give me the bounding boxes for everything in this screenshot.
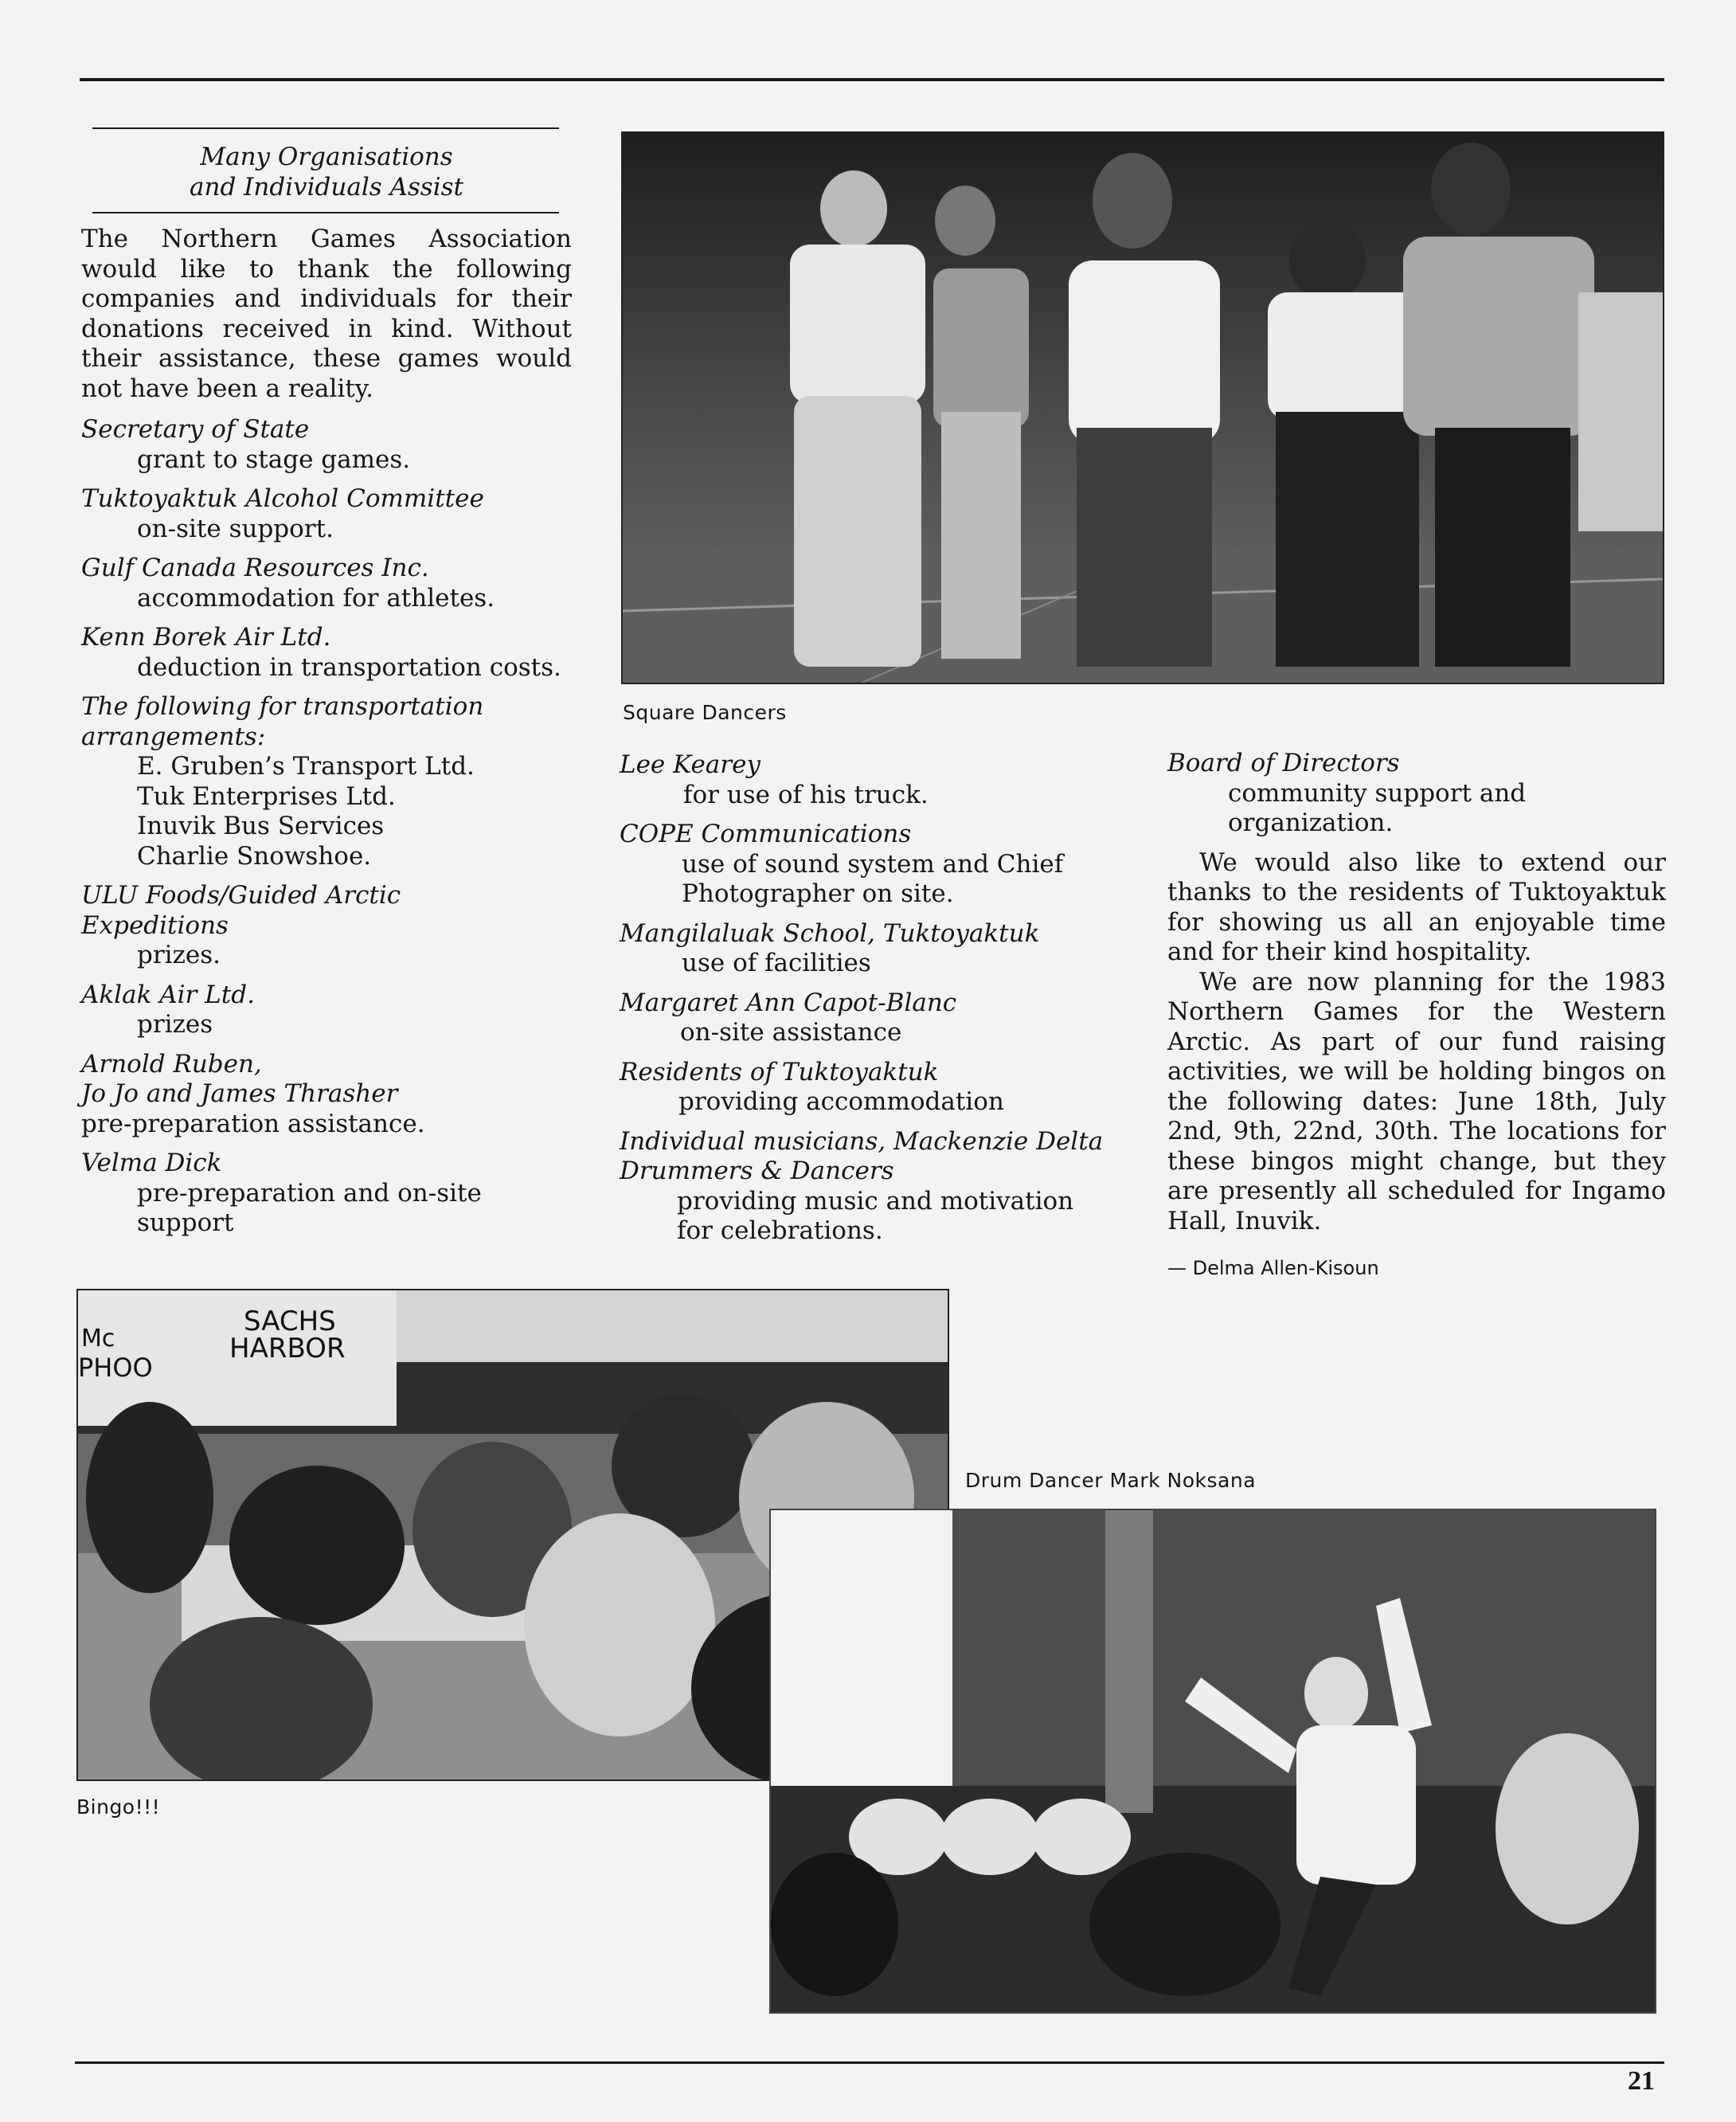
ruben-entry [81, 1050, 572, 1140]
transport-name-1: The following for transportation [81, 692, 484, 721]
musicians-desc-2: for celebrations. [677, 1216, 883, 1245]
column-2 [620, 750, 1129, 1256]
donor-entry [81, 415, 572, 475]
caption-square-dancers: Square Dancers [623, 701, 787, 724]
transport-name-2: arrangements: [81, 722, 266, 751]
board-desc-2: organization. [1228, 808, 1394, 837]
velma-desc-1: pre-preparation and on-site [137, 1178, 482, 1208]
page-number: 21 [1628, 2066, 1655, 2096]
donor-entry [620, 1058, 1129, 1118]
closing-paragraph-2: We are now planning for the 1983 Northern Games for the Western Arctic. As part of our fund raising activities, we will be holding bingos on the following dates: June 18th, July 2nd, 9th, 22nd, 30th. The locations for these bingos might change, but they are presently all scheduled for Ingamo Hall, Inuvik. [1167, 967, 1666, 1235]
velma-entry [81, 1149, 572, 1239]
donor-name: Secretary of State [81, 415, 310, 444]
transport-item: Tuk Enterprises Ltd. [137, 781, 396, 811]
donor-name: Residents of Tuktoyaktuk [620, 1057, 939, 1086]
musicians-name-1: Individual musicians, Mackenzie Delta [620, 1126, 1104, 1156]
donor-name: COPE Communications [620, 820, 912, 848]
aklak-name: Aklak Air Ltd. [81, 980, 255, 1009]
heading-top-rule [92, 127, 559, 129]
ulu-entry [81, 881, 572, 971]
donor-entry [81, 623, 572, 683]
aklak-entry [81, 981, 572, 1040]
musicians-name-2: Drummers & Dancers [620, 1157, 894, 1185]
donor-desc: providing accommodation [678, 1087, 1004, 1116]
ulu-name-1: ULU Foods/Guided Arctic [81, 881, 401, 910]
transport-item: Charlie Snowshoe. [137, 841, 372, 871]
sign-mc: Mc [81, 1325, 115, 1353]
ruben-desc: pre-preparation assistance. [81, 1109, 425, 1138]
donor-entry [620, 989, 1129, 1048]
caption-bingo: Bingo!!! [76, 1795, 161, 1819]
donor-desc: accommodation for athletes. [137, 583, 495, 613]
board-name: Board of Directors [1167, 749, 1400, 777]
ulu-desc: prizes. [137, 941, 221, 969]
transport-item: E. Gruben’s Transport Ltd. [137, 752, 475, 781]
musicians-entry [620, 1127, 1129, 1247]
sign-sachs: SACHS [244, 1306, 336, 1337]
top-rule [80, 78, 1664, 81]
donor-desc: use of facilities [682, 949, 871, 977]
square-dancers-image [623, 133, 1663, 683]
column-3 [1167, 749, 1666, 1284]
sign-harbor: HARBOR [229, 1333, 346, 1364]
drum-dancer-photo [769, 1509, 1656, 2014]
donor-desc: for use of his truck. [683, 780, 929, 809]
closing-paragraph-1: We would also like to extend our thanks to the residents of Tuktoyaktuk for showing us all an enjoyable time and for their kind hospitality. [1167, 848, 1666, 966]
donor-desc: deduction in transportation costs. [137, 652, 561, 682]
section-heading [81, 142, 572, 202]
ruben-name-1: Arnold Ruben, [81, 1049, 262, 1079]
donor-entry [620, 750, 1129, 810]
heading-bottom-rule [92, 212, 559, 213]
donor-desc-2: Photographer on site. [682, 879, 954, 908]
transport-item: Inuvik Bus Services [137, 812, 385, 840]
sign-phoo: PHOO [78, 1353, 153, 1383]
donor-name: Margaret Ann Capot-Blanc [620, 988, 957, 1017]
drum-dancer-image [771, 1510, 1655, 2012]
square-dancers-photo [621, 131, 1664, 684]
donor-name: Mangilaluak School, Tuktoyaktuk [620, 918, 1040, 948]
ulu-name-2: Expeditions [81, 910, 229, 940]
donor-desc: on-site support. [137, 514, 334, 543]
donor-name: Lee Kearey [620, 750, 760, 779]
donor-entry [620, 820, 1129, 910]
donor-desc: grant to stage games. [137, 444, 411, 474]
heading-line-2: and Individuals Assist [190, 173, 463, 202]
donor-name: Gulf Canada Resources Inc. [81, 554, 429, 582]
heading-line-1: Many Organisations [200, 143, 453, 171]
donor-name: Kenn Borek Air Ltd. [81, 623, 331, 652]
donor-name: Tuktoyaktuk Alcohol Committee [81, 484, 484, 513]
board-entry [1167, 749, 1666, 839]
donor-desc: on-site assistance [680, 1018, 902, 1047]
aklak-desc: prizes [137, 1010, 213, 1039]
donor-entry [81, 554, 572, 613]
donor-entry [620, 919, 1129, 979]
signature: — Delma Allen-Kisoun [1167, 1257, 1379, 1279]
caption-drum-dancer: Drum Dancer Mark Noksana [965, 1469, 1257, 1492]
board-desc-1: community support and [1228, 778, 1527, 808]
column-1 [81, 127, 572, 1248]
velma-desc-2: support [137, 1208, 234, 1237]
transport-entry [81, 692, 572, 871]
velma-name: Velma Dick [81, 1149, 222, 1177]
ruben-name-2: Jo Jo and James Thrasher [81, 1079, 398, 1108]
donor-entry [81, 484, 572, 544]
bottom-rule [75, 2061, 1664, 2064]
musicians-desc-1: providing music and motivation [677, 1186, 1074, 1216]
intro-paragraph: The Northern Games Association would like to thank the following companies and individuals for their donations received in kind. Without their assistance, these games would not have been a reality. [81, 225, 572, 403]
donor-desc-1: use of sound system and Chief [682, 849, 1064, 879]
